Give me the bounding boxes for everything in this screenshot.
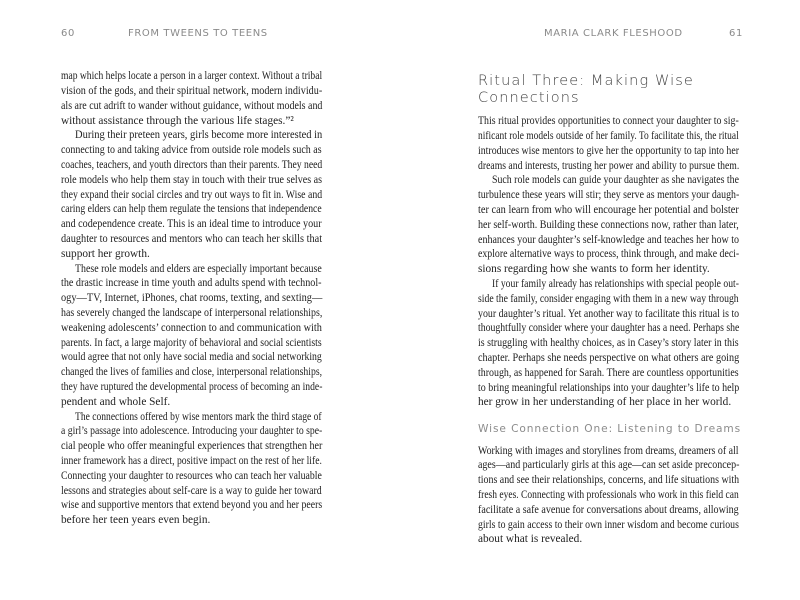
left-page-number: 60 (61, 28, 75, 39)
text-line: During their preteen years, girls become more interested in (75, 129, 323, 142)
text-line: ages—and particularly girls at this age—can set aside preconcep- (478, 459, 740, 472)
text-line: Connecting your daughter to resources who can teach her valuable (61, 469, 322, 482)
text-line: Such role models can guide your daughter as she navigates the (492, 174, 739, 187)
text-line: ogy—TV, Internet, iPhones, chat rooms, texting, and sexting— (61, 292, 323, 305)
text-line: pendent and whole Self. (61, 395, 171, 408)
text-line: through, as happened for Sarah. There are countless opportunities (478, 366, 739, 379)
text-line: they have ruptured the developmental process of becoming an inde- (61, 381, 323, 393)
text-line: the drastic increase in time youth and adults spend with technol- (61, 277, 322, 290)
text-line: and codependence create. This is an ideal time to introduce your (61, 218, 322, 231)
text-line: sions regarding how she wants to form her identity. (478, 263, 710, 276)
text-line: side the family, consider engaging with them in a new way through (478, 292, 739, 305)
text-line: daughter to resources and mentors who can teach her skills that (61, 233, 323, 245)
text-line: The connections offered by wise mentors mark the third stage of (75, 410, 322, 423)
text-line: caring elders can help them regulate the tensions that independence (61, 203, 322, 216)
text-line: enhances your daughter’s self-knowledge and teaches her how to (478, 233, 740, 246)
text-line: without assistance through the various life stages.”² (61, 114, 294, 127)
text-line: cial people who offer meaningful experiences that strengthen her (61, 440, 323, 453)
left-running-head: FROM TWEENS TO TEENS (128, 28, 268, 39)
text-line: fresh eyes. Connecting with professionals who work in this field can (478, 488, 739, 501)
right-running-head: MARIA CLARK FLESHOOD (544, 28, 683, 39)
section-heading-line-1: Ritual Three: Making Wise (478, 73, 694, 89)
text-line: These role models and elders are especially important because (75, 262, 322, 275)
text-line: parents. In fact, a large majority of behavioral and social scientists (61, 336, 322, 349)
text-line: explore alternative ways to process, think through, and make deci- (478, 248, 740, 261)
text-line: introduces wise mentors to give her the opportunity to tap into her (478, 144, 739, 157)
text-line: ter can learn from who will encourage her potential and bolster (478, 204, 739, 216)
right-page-number: 61 (729, 28, 743, 39)
text-line: wise and supportive mentors that extend beyond you and her peers (61, 499, 323, 512)
text-line: als are cut adrift to wander without guidance, without models and (61, 99, 323, 112)
text-line: is struggling with healthy choices, as in Casey’s story later in this (478, 337, 739, 350)
text-line: Working with images and storylines from dreams, dreamers of all (478, 444, 739, 457)
text-line: inner framework has a direct, positive impact on the rest of her life. (61, 455, 322, 467)
text-line: her grow in her understanding of her place in her world. (478, 396, 732, 409)
text-line: about what is revealed. (478, 533, 583, 546)
text-line: dreams and interests, trusting her power and ability to pursue them. (478, 159, 740, 172)
text-line: role models who help them stay in touch with their true selves as (61, 173, 323, 186)
text-line: map which helps locate a person in a larger context. Without a tribal (61, 70, 323, 83)
text-line: If your family already has relationships with special people out- (492, 278, 739, 290)
text-line: thoughtfully consider where your daughter has a need. Perhaps she (478, 322, 740, 335)
text-line: girls to gain access to their own inner wisdom and become curious (478, 518, 739, 531)
section-heading-line-2: Connections (478, 90, 580, 106)
text-line: nificant role models outside of her family. To facilitate this, the ritual (478, 130, 739, 142)
text-line: vision of the gods, and their spiritual network, modern individu- (61, 85, 323, 97)
text-line: would agree that not only have social media and social networking (61, 351, 322, 364)
text-line: weakening adolescents’ connection to and communication with (61, 321, 322, 334)
text-line: her self-worth. Building these connections now, rather than later, (478, 218, 739, 231)
text-line: before her teen years even begin. (61, 514, 211, 527)
text-line: facilitate a safe avenue for conversations about dreams, allowing (478, 503, 739, 516)
text-line: This ritual provides opportunities to connect your daughter to sig- (478, 115, 739, 128)
text-line: has severely changed the landscape of interpersonal relationships, (61, 307, 323, 319)
text-line: turbulence these years will stir; they serve as mentors your daugh- (478, 189, 740, 202)
text-line: a girl’s passage into adolescence. Introducing your daughter to spe- (61, 425, 323, 438)
text-line: tions and see their relationships, concerns, and life situations with (478, 474, 740, 487)
text-line: to bring meaningful relationships into your daughter’s life to help (478, 381, 740, 394)
text-line: changed the lives of families and close, interpersonal relationships, (61, 366, 323, 379)
text-line: they expand their social circles and try out ways to fit in. Wise and (61, 188, 323, 201)
text-line: lessons and strategies about self-care is a way to guide her toward (61, 484, 322, 497)
text-line: coaches, teachers, and youth directors than their parents. They need (61, 159, 323, 171)
text-line: connecting to and taking advice from outside role models such as (61, 144, 322, 157)
text-line: support her growth. (61, 247, 150, 260)
text-line: chapter. Perhaps she needs perspective on what others are going (478, 352, 740, 364)
subsection-heading: Wise Connection One: Listening to Dreams (478, 423, 742, 435)
text-line: your daughter’s ritual. Yet another way to facilitate this ritual is to (478, 307, 740, 320)
